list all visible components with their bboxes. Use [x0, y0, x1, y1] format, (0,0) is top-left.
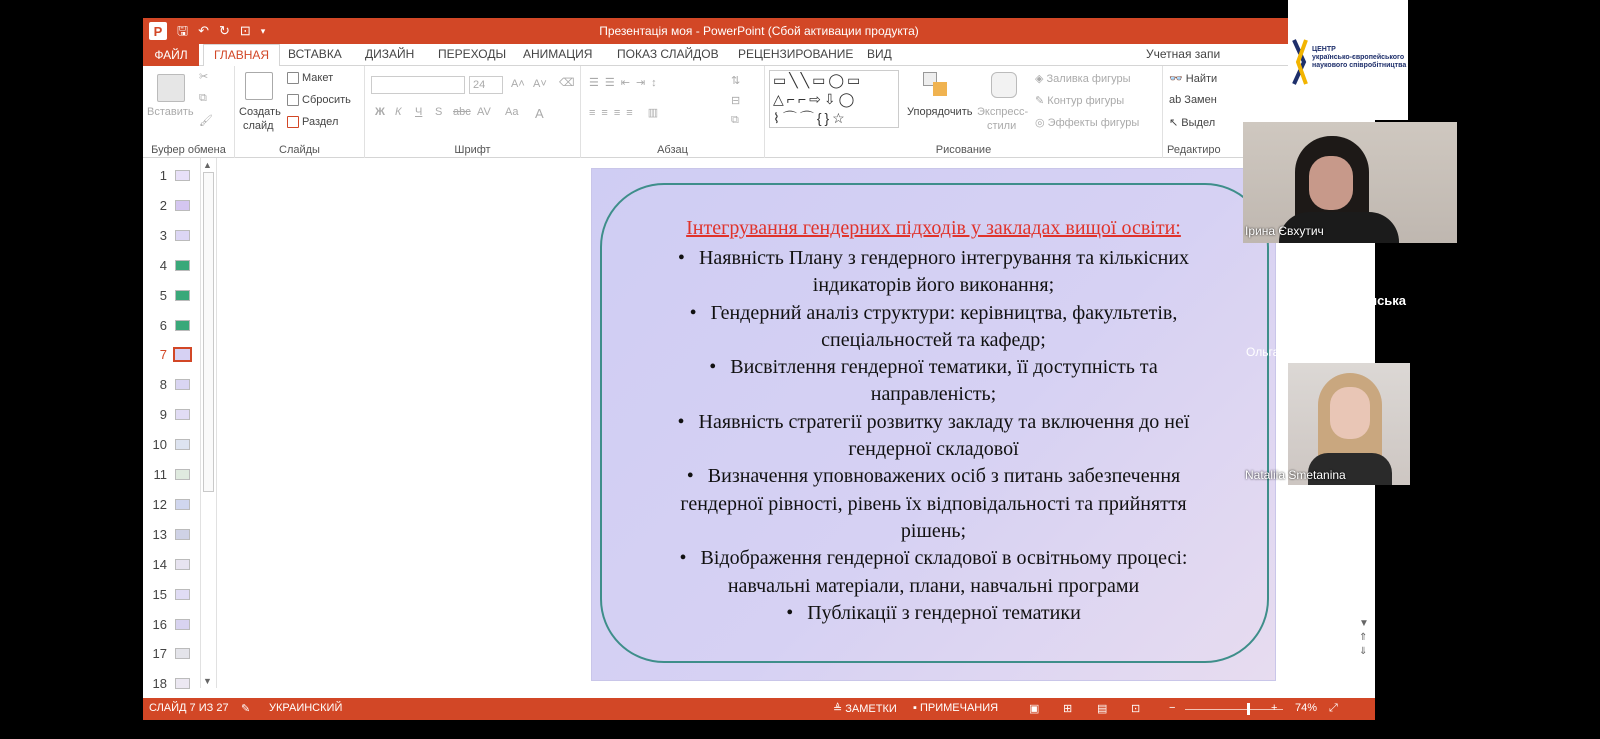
slide-thumbnail-image	[175, 409, 190, 420]
slide-thumbnail-image	[175, 678, 190, 689]
participant-1-name: Ірина Євхутич	[1245, 224, 1324, 238]
slide-thumbnail-number: 4	[159, 257, 167, 273]
previous-slide-icon[interactable]: ⇑	[1359, 632, 1368, 643]
slides-group	[235, 66, 365, 158]
bullet-item-continuation	[632, 491, 1235, 518]
slide-thumbnail[interactable]	[151, 316, 206, 336]
italic-button[interactable]: К	[395, 106, 402, 118]
slide-thumbnail-image	[175, 200, 190, 211]
bullet-text: Наявність Плану з гендерного інтегрування та кількісних	[698, 247, 1190, 269]
slide-thumbnail[interactable]	[151, 286, 206, 306]
arrange-icon[interactable]	[923, 72, 949, 98]
slide-editor	[217, 158, 1375, 688]
title-bar	[143, 18, 1375, 44]
spellcheck-icon[interactable]: ✎	[241, 703, 251, 715]
slide-thumbnail-image	[175, 290, 190, 301]
bullet-icon: •	[689, 301, 697, 324]
editor-scrollbar[interactable]	[1359, 618, 1375, 688]
new-slide-dropdown[interactable]: слайд	[243, 120, 274, 132]
fill-icon: ◈	[1035, 73, 1047, 85]
outline-icon: ✎	[1035, 95, 1048, 107]
shapes-gallery[interactable]: ▭╲╲▭◯▭ △⌐⌐⇨⇩◯ ⌇⌒⌒{}☆	[769, 70, 899, 128]
cursor-icon: ↖	[1169, 117, 1182, 129]
bullet-item-continuation	[632, 436, 1235, 463]
bullet-text: гендерної складової	[848, 438, 1019, 461]
bullet-item	[632, 354, 1235, 381]
bullet-item-continuation	[632, 272, 1235, 299]
tab-file[interactable]: ФАЙЛ	[143, 44, 199, 66]
paste-icon[interactable]	[157, 74, 185, 102]
ribbon	[143, 66, 1375, 158]
participant-1-face	[1309, 156, 1353, 210]
slide-thumbnail-image	[175, 260, 190, 271]
tab-animations[interactable]: АНИМАЦИЯ	[523, 47, 593, 61]
slide-thumbnail-number: 13	[152, 526, 167, 542]
quick-styles-dropdown[interactable]: стили	[987, 120, 1017, 132]
change-case-button[interactable]: Aa	[505, 106, 519, 118]
clipboard-group-label: Буфер обмена	[151, 144, 226, 156]
participant-video-3[interactable]	[1288, 363, 1410, 485]
next-slide-icon[interactable]: ⇓	[1359, 646, 1368, 657]
bullet-text: Наявність стратегії розвитку закладу та включення до неї	[698, 410, 1190, 433]
bullet-text: Визначення уповноважених осіб з питань забезпечення	[707, 465, 1181, 488]
zoom-in-icon[interactable]: +	[1271, 702, 1278, 714]
cut-icon[interactable]: ✂	[199, 71, 209, 83]
slide-thumbnail-number: 17	[152, 646, 167, 662]
ribbon-tabs	[143, 44, 1375, 66]
bullet-text: Гендерний аналіз структури: керівництва, факультетів,	[710, 301, 1178, 324]
new-slide-icon[interactable]	[245, 72, 273, 100]
bullet-item	[632, 463, 1235, 490]
underline-button[interactable]: Ч	[415, 106, 423, 118]
copy-icon[interactable]: ⧉	[199, 92, 207, 104]
find-button[interactable]: 👓 Найти	[1169, 73, 1218, 85]
slide-thumbnail-image	[175, 499, 190, 510]
layout-icon	[287, 72, 299, 84]
current-slide[interactable]	[591, 168, 1276, 681]
redo-icon[interactable]: ↻	[218, 23, 230, 38]
save-icon[interactable]: 🖫	[177, 23, 189, 38]
font-color-button[interactable]: A	[535, 106, 544, 121]
slide-thumbnail-number: 11	[153, 467, 167, 482]
slide-thumbnail[interactable]	[151, 435, 206, 455]
slides-group-label: Слайды	[279, 144, 320, 156]
section-button[interactable]: Раздел	[287, 116, 338, 128]
bullet-icon: •	[677, 410, 685, 433]
slide-thumbnail-number: 6	[159, 317, 167, 333]
slide-thumbnail-number: 1	[159, 168, 167, 183]
slide-thumbnail[interactable]	[151, 345, 206, 365]
font-group	[365, 66, 581, 158]
bullet-item-continuation	[632, 573, 1235, 600]
replace-button[interactable]: ab Замен	[1169, 94, 1217, 106]
paragraph-group	[581, 66, 765, 158]
start-slideshow-icon[interactable]: ⊡	[239, 23, 251, 38]
select-button[interactable]: ↖ Выдел	[1169, 117, 1216, 129]
bullet-list[interactable]	[632, 245, 1235, 627]
slide-thumbnail-number: 7	[159, 347, 167, 363]
slide-thumbnail-image	[175, 559, 190, 570]
customize-qat-icon[interactable]: ▾	[260, 26, 266, 36]
bullet-text: Відображення гендерної складової в освітньому процесі:	[700, 547, 1188, 570]
zoom-level[interactable]: 74%	[1295, 702, 1318, 714]
slide-title[interactable]: Інтегрування гендерних підходів у закладах вищої освіти:	[686, 217, 1181, 239]
bullet-item	[632, 409, 1235, 436]
slide-thumbnail-image	[175, 230, 190, 241]
bullet-text: індикаторів його виконання;	[812, 274, 1055, 297]
scroll-down-icon[interactable]: ▼	[1359, 618, 1369, 629]
zoom-out-icon[interactable]: −	[1169, 702, 1176, 714]
slide-thumbnail[interactable]	[151, 644, 206, 664]
bullet-item	[632, 600, 1235, 627]
strikethrough-button[interactable]: abc	[453, 106, 471, 118]
clear-format-icon[interactable]: ⌫	[559, 77, 575, 89]
scroll-up-icon[interactable]: ▲	[203, 160, 212, 170]
comments-button[interactable]: ▪ ПРИМЕЧАНИЯ	[913, 702, 999, 714]
bullet-item	[632, 245, 1235, 272]
slide-thumbnail-number: 18	[152, 676, 167, 692]
bullet-item-continuation	[632, 327, 1235, 354]
section-icon	[287, 116, 299, 128]
font-name-select[interactable]	[371, 76, 465, 94]
tab-review[interactable]: РЕЦЕНЗИРОВАНИЕ	[738, 47, 854, 61]
bullet-text: направленість;	[870, 383, 997, 406]
quick-styles-button[interactable]: Экспресс-	[977, 106, 1029, 118]
bullet-icon: •	[709, 356, 717, 379]
layout-button[interactable]: Макет	[287, 72, 333, 84]
slide-thumbnail-image	[175, 439, 190, 450]
tab-home[interactable]: ГЛАВНАЯ	[203, 44, 280, 67]
effects-icon: ◎	[1035, 117, 1048, 129]
slide-thumbnail-image	[175, 529, 190, 540]
align-buttons[interactable]: ≡≡≡≡ ▥	[589, 107, 665, 119]
thumbnail-scrollbar[interactable]	[200, 158, 215, 688]
undo-icon[interactable]: ↶	[198, 23, 209, 38]
slide-thumbnail-number: 9	[159, 407, 167, 423]
slide-thumbnail-image	[175, 170, 190, 181]
slide-thumbnail[interactable]	[151, 375, 206, 395]
paragraph-group-label: Абзац	[657, 144, 688, 156]
bullet-icon: •	[679, 547, 687, 570]
new-slide-button[interactable]: Создать	[239, 106, 281, 118]
editing-group-label: Редактиро	[1167, 144, 1221, 156]
bullet-item	[632, 545, 1235, 572]
slide-thumbnail-number: 12	[152, 496, 167, 512]
clipboard-group	[143, 66, 235, 158]
notes-button[interactable]: ≜ ЗАМЕТКИ	[833, 703, 897, 715]
slide-thumbnail[interactable]	[151, 585, 206, 605]
bullet-item	[632, 300, 1235, 327]
slide-thumbnail-number: 2	[159, 197, 167, 213]
scroll-thumb[interactable]	[203, 172, 214, 492]
bullet-item-continuation	[632, 381, 1235, 408]
zoom-slider[interactable]	[1185, 709, 1283, 710]
slide-thumbnail-image	[175, 589, 190, 600]
slide-thumbnail-image	[175, 648, 190, 659]
format-painter-icon[interactable]: 🖌	[199, 115, 213, 127]
text-direction-icon[interactable]: ⇅	[731, 75, 741, 87]
bullet-icon: •	[786, 601, 794, 624]
slide-thumbnail-number: 15	[152, 586, 167, 602]
font-group-label: Шрифт	[454, 144, 491, 156]
participant-video-1[interactable]	[1243, 122, 1457, 243]
slide-thumbnail-number: 8	[159, 377, 167, 393]
shape-outline-button[interactable]: ✎ Контур фигуры	[1035, 95, 1125, 107]
powerpoint-window	[143, 18, 1375, 720]
logo-text: ЦЕНТР українсько-європейського наукового співробітництва	[1312, 46, 1407, 69]
powerpoint-logo-icon: P	[149, 22, 167, 40]
shadow-button[interactable]: S	[435, 106, 443, 118]
font-size-select[interactable]: 24	[469, 76, 503, 94]
replace-icon: ab	[1169, 94, 1185, 106]
drawing-group-label: Рисование	[935, 144, 992, 156]
slide-thumbnail-image	[175, 619, 190, 630]
bullet-text: спеціальностей та кафедр;	[821, 328, 1046, 351]
participant-3-name: Nataliia Smetanina	[1245, 468, 1346, 482]
slide-thumbnail-number: 16	[152, 616, 167, 632]
slide-thumbnail-image	[173, 347, 192, 362]
slide-thumbnail-panel	[143, 158, 217, 692]
shape-fill-button[interactable]: ◈ Заливка фигуры	[1035, 73, 1131, 85]
smartart-icon[interactable]: ⧉	[731, 114, 739, 126]
binoculars-icon: 👓	[1169, 73, 1186, 85]
slide-thumbnail-image	[175, 379, 190, 390]
align-text-icon[interactable]: ⊟	[731, 95, 741, 107]
slide-thumbnail-number: 10	[152, 437, 167, 453]
organization-logo-tile	[1288, 0, 1408, 120]
window-title: Презентація моя - PowerPoint (Сбой активации продукта)	[599, 24, 919, 38]
slide-thumbnail-image	[175, 469, 190, 480]
reset-icon	[287, 94, 299, 106]
slide-thumbnail-number: 5	[159, 287, 167, 303]
notes-icon: ≜	[833, 703, 846, 715]
slide-sorter-icon[interactable]: ⊞	[1063, 703, 1073, 715]
bold-button[interactable]: Ж	[375, 106, 385, 118]
slide-thumbnail-image	[175, 320, 190, 331]
slide-thumbnail[interactable]	[151, 166, 206, 186]
bullet-text: Висвітлення гендерної тематики, її доступність та	[730, 356, 1158, 379]
quick-styles-icon[interactable]	[991, 72, 1017, 98]
slide-thumbnail[interactable]	[151, 615, 206, 635]
slideshow-view-icon[interactable]: ⊡	[1131, 703, 1141, 715]
slide-thumbnail-number: 14	[152, 556, 167, 572]
slide-thumbnail-number: 3	[159, 227, 167, 243]
slide-thumbnail[interactable]	[151, 196, 206, 216]
grow-font-icon[interactable]: A˄	[511, 78, 525, 90]
tab-view[interactable]: ВИД	[867, 47, 892, 61]
bullet-text: рішень;	[900, 519, 967, 542]
tab-slideshow[interactable]: ПОКАЗ СЛАЙДОВ	[617, 47, 719, 61]
participant-3-face	[1330, 387, 1370, 439]
status-bar	[143, 698, 1375, 720]
bullet-item-continuation	[632, 518, 1235, 545]
shrink-font-icon[interactable]: A˅	[533, 78, 547, 90]
zoom-slider-thumb[interactable]	[1247, 703, 1250, 715]
normal-view-icon[interactable]: ▣	[1029, 703, 1040, 715]
slide-thumbnail[interactable]	[151, 226, 206, 246]
bullet-text: гендерної рівності, рівень їх відповідальності та прийняття	[680, 492, 1187, 515]
list-buttons[interactable]: ☰☰⇤⇥↕	[589, 77, 663, 89]
bullet-icon: •	[686, 465, 694, 488]
participant-2-placeholder-name: Ольга Балинська	[1293, 293, 1407, 308]
reset-button[interactable]: Сбросить	[287, 94, 351, 106]
tab-design[interactable]: ДИЗАЙН	[365, 47, 415, 61]
slide-thumbnail[interactable]	[151, 465, 206, 485]
slide-thumbnail[interactable]	[151, 674, 206, 694]
center-logo-icon	[1292, 38, 1312, 86]
bullet-icon: •	[677, 247, 685, 269]
slide-thumbnail[interactable]	[151, 525, 206, 545]
account-label[interactable]: Учетная запи	[1146, 47, 1221, 61]
tab-insert[interactable]: ВСТАВКА	[288, 47, 342, 61]
tab-transitions[interactable]: ПЕРЕХОДЫ	[438, 47, 507, 61]
slide-thumbnail[interactable]	[151, 495, 206, 515]
drawing-group	[765, 66, 1163, 158]
slide-thumbnail[interactable]	[151, 405, 206, 425]
comment-icon: ▪	[913, 702, 920, 714]
fit-slide-icon[interactable]: ⤢	[1329, 702, 1338, 714]
bullet-text: навчальні матеріали, плани, навчальні програми	[727, 574, 1140, 597]
paste-button[interactable]: Вставить	[147, 106, 194, 118]
participant-2-name: Ольга Балинська	[1246, 345, 1342, 359]
scroll-down-icon[interactable]: ▼	[203, 676, 212, 686]
slide-counter: СЛАЙД 7 ИЗ 27	[149, 702, 229, 714]
reading-view-icon[interactable]: ▤	[1097, 703, 1108, 715]
char-spacing-button[interactable]: AV	[477, 106, 491, 118]
bullet-text: Публікації з гендерної тематики	[807, 601, 1081, 624]
language-status[interactable]: УКРАИНСКИЙ	[269, 702, 343, 714]
slide-thumbnail[interactable]	[151, 555, 206, 575]
arrange-button[interactable]: Упорядочить	[907, 106, 973, 118]
slide-thumbnail[interactable]	[151, 256, 206, 276]
shape-effects-button[interactable]: ◎ Эффекты фигуры	[1035, 117, 1140, 129]
